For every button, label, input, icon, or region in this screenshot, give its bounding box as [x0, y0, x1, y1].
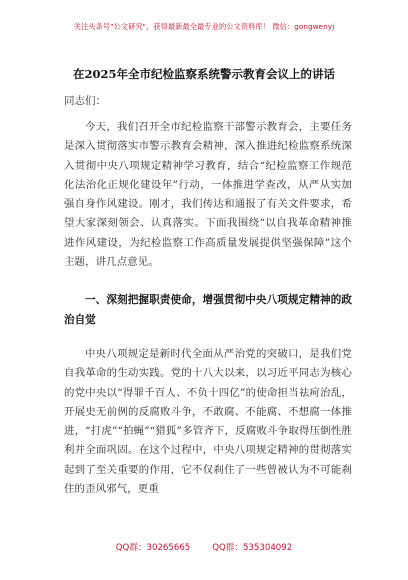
- document-title: 在2025年全市纪检监察系统警示教育会议上的讲话: [72, 67, 335, 81]
- footer-qq-group-2: QQ群：535304092: [212, 543, 293, 553]
- header-banner: 关注头条号"公文研究"，获得最新最全最专业的公文资料库！ 微信：gongwenyj: [73, 22, 335, 31]
- paragraph-intro: 今天，我们召开全市纪检监察干部警示教育会，主要任务是深入贯彻落实市警示教育会精神，深入推进纪检监察系统深入贯彻中央八项规定精神学习教育，结合“纪检监察工作规范化法治化正规化建设年”行动，一体推进学查改，从严从实加强自身作风建设。刚才，我们传达和通报了有关文件要求，希望大家深刻领会、认真落实。下面我围绕“以自我革命精神推进作风建设，为纪检监察工作高质量发展提供坚强保障”这个主题，讲几点意见。: [64, 121, 352, 269]
- footer-qq-group-1: QQ群：30265665: [115, 543, 191, 553]
- paragraph-section-1: 中央八项规定是新时代全面从严治党的突破口，是我们党自我革命的生动实践。党的十八大以来，以习近平同志为核心的党中央以“得罪千百人、不负十四亿”的使命担当祛疴治乱，开展史无前例的反腐败斗争，不敢腐、不能腐、不想腐一体推进，“打虎”“拍蝇”“猎狐”多管齐下，反腐败斗争取得压倒性胜利并全面巩固。在这个过程中，中央八项规定精神的贯彻落实起到了至关重要的作用，它不仅刹住了一些曾被认为不可能刹住的歪风邪气，更重: [64, 348, 352, 496]
- section-heading-1: 一、深刻把握职责使命，增强贯彻中央八项规定精神的政治自觉: [64, 294, 352, 326]
- salutation: 同志们：: [64, 95, 106, 107]
- footer-contacts: [0, 541, 408, 553]
